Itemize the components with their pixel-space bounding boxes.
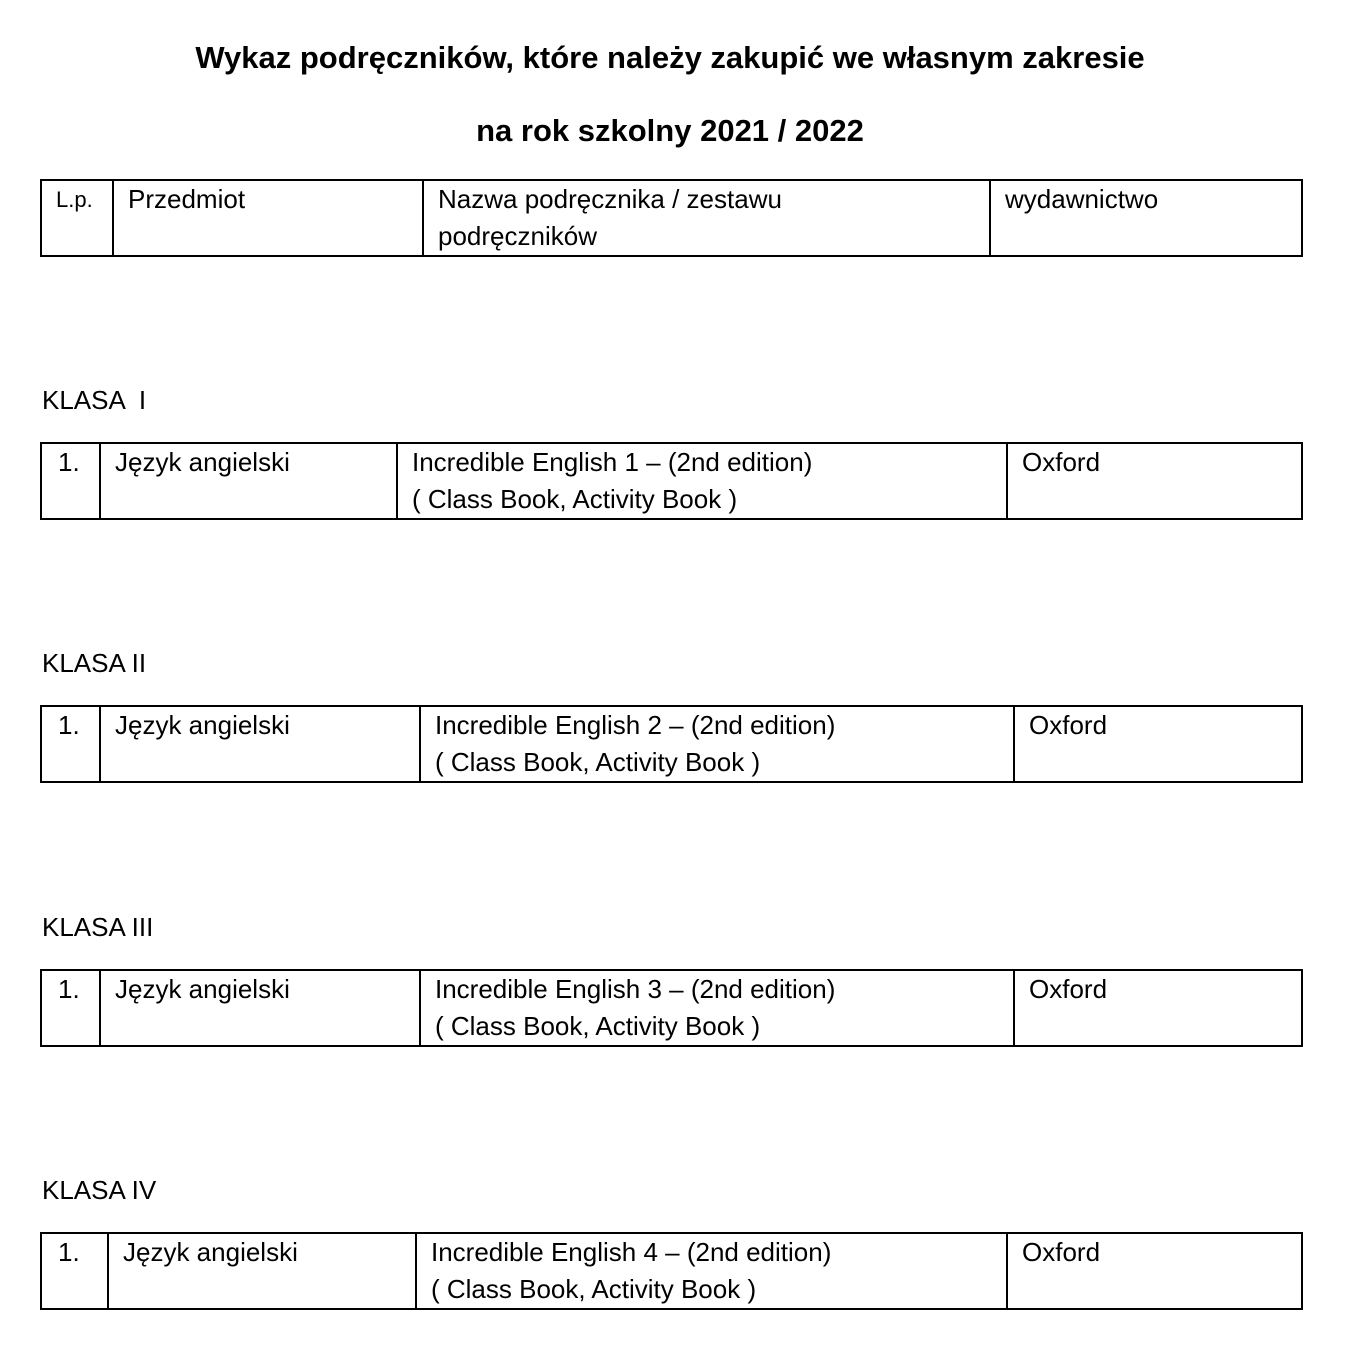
row-number: 1. xyxy=(41,706,100,782)
row-book-title: Incredible English 2 – (2nd edition) xyxy=(435,710,836,740)
document-subtitle: na rok szkolny 2021 / 2022 xyxy=(476,113,864,148)
row-publisher: Oxford xyxy=(1007,443,1302,519)
header-subject-label: Przedmiot xyxy=(128,184,246,214)
row-subject: Język angielski xyxy=(108,1233,416,1309)
table-row xyxy=(41,970,1302,1046)
header-row xyxy=(41,180,1302,256)
row-book-components: ( Class Book, Activity Book ) xyxy=(412,484,738,514)
table-row xyxy=(41,706,1302,782)
table-row xyxy=(41,443,1302,519)
section-label-klasa-1: KLASA I xyxy=(42,385,147,415)
row-subject: Język angielski xyxy=(100,970,420,1046)
row-number: 1. xyxy=(41,443,100,519)
header-lp xyxy=(41,180,113,256)
row-book xyxy=(416,1233,1007,1309)
section-label-klasa-3: KLASA III xyxy=(42,912,154,942)
header-book-label-line2: podręczników xyxy=(438,221,597,251)
table-klasa-3 xyxy=(40,969,1303,1047)
row-book-title: Incredible English 4 – (2nd edition) xyxy=(431,1237,832,1267)
table-row xyxy=(41,1233,1302,1309)
document-title: Wykaz podręczników, które należy zakupić we własnym zakresie xyxy=(195,40,1145,75)
header-table xyxy=(40,179,1303,257)
row-number: 1. xyxy=(41,970,100,1046)
header-book-label-line1: Nazwa podręcznika / zestawu xyxy=(438,184,782,214)
row-publisher: Oxford xyxy=(1007,1233,1302,1309)
header-publisher-label: wydawnictwo xyxy=(1005,184,1159,214)
row-book-title: Incredible English 1 – (2nd edition) xyxy=(412,447,813,477)
row-book-components: ( Class Book, Activity Book ) xyxy=(435,1011,761,1041)
row-publisher: Oxford xyxy=(1014,970,1302,1046)
row-publisher: Oxford xyxy=(1014,706,1302,782)
row-book xyxy=(420,970,1014,1046)
row-subject: Język angielski xyxy=(100,443,397,519)
row-book xyxy=(420,706,1014,782)
row-number: 1. xyxy=(41,1233,108,1309)
header-publisher xyxy=(990,180,1302,256)
header-book xyxy=(423,180,990,256)
section-label-klasa-2: KLASA II xyxy=(42,648,147,678)
table-klasa-1 xyxy=(40,442,1303,520)
table-klasa-4 xyxy=(40,1232,1303,1310)
table-klasa-2 xyxy=(40,705,1303,783)
header-subject xyxy=(113,180,423,256)
row-book-components: ( Class Book, Activity Book ) xyxy=(435,747,761,777)
row-book-title: Incredible English 3 – (2nd edition) xyxy=(435,974,836,1004)
section-label-klasa-4: KLASA IV xyxy=(42,1175,157,1205)
row-book-components: ( Class Book, Activity Book ) xyxy=(431,1274,757,1304)
header-lp-label: L.p. xyxy=(56,187,93,212)
row-subject: Język angielski xyxy=(100,706,420,782)
row-book xyxy=(397,443,1007,519)
